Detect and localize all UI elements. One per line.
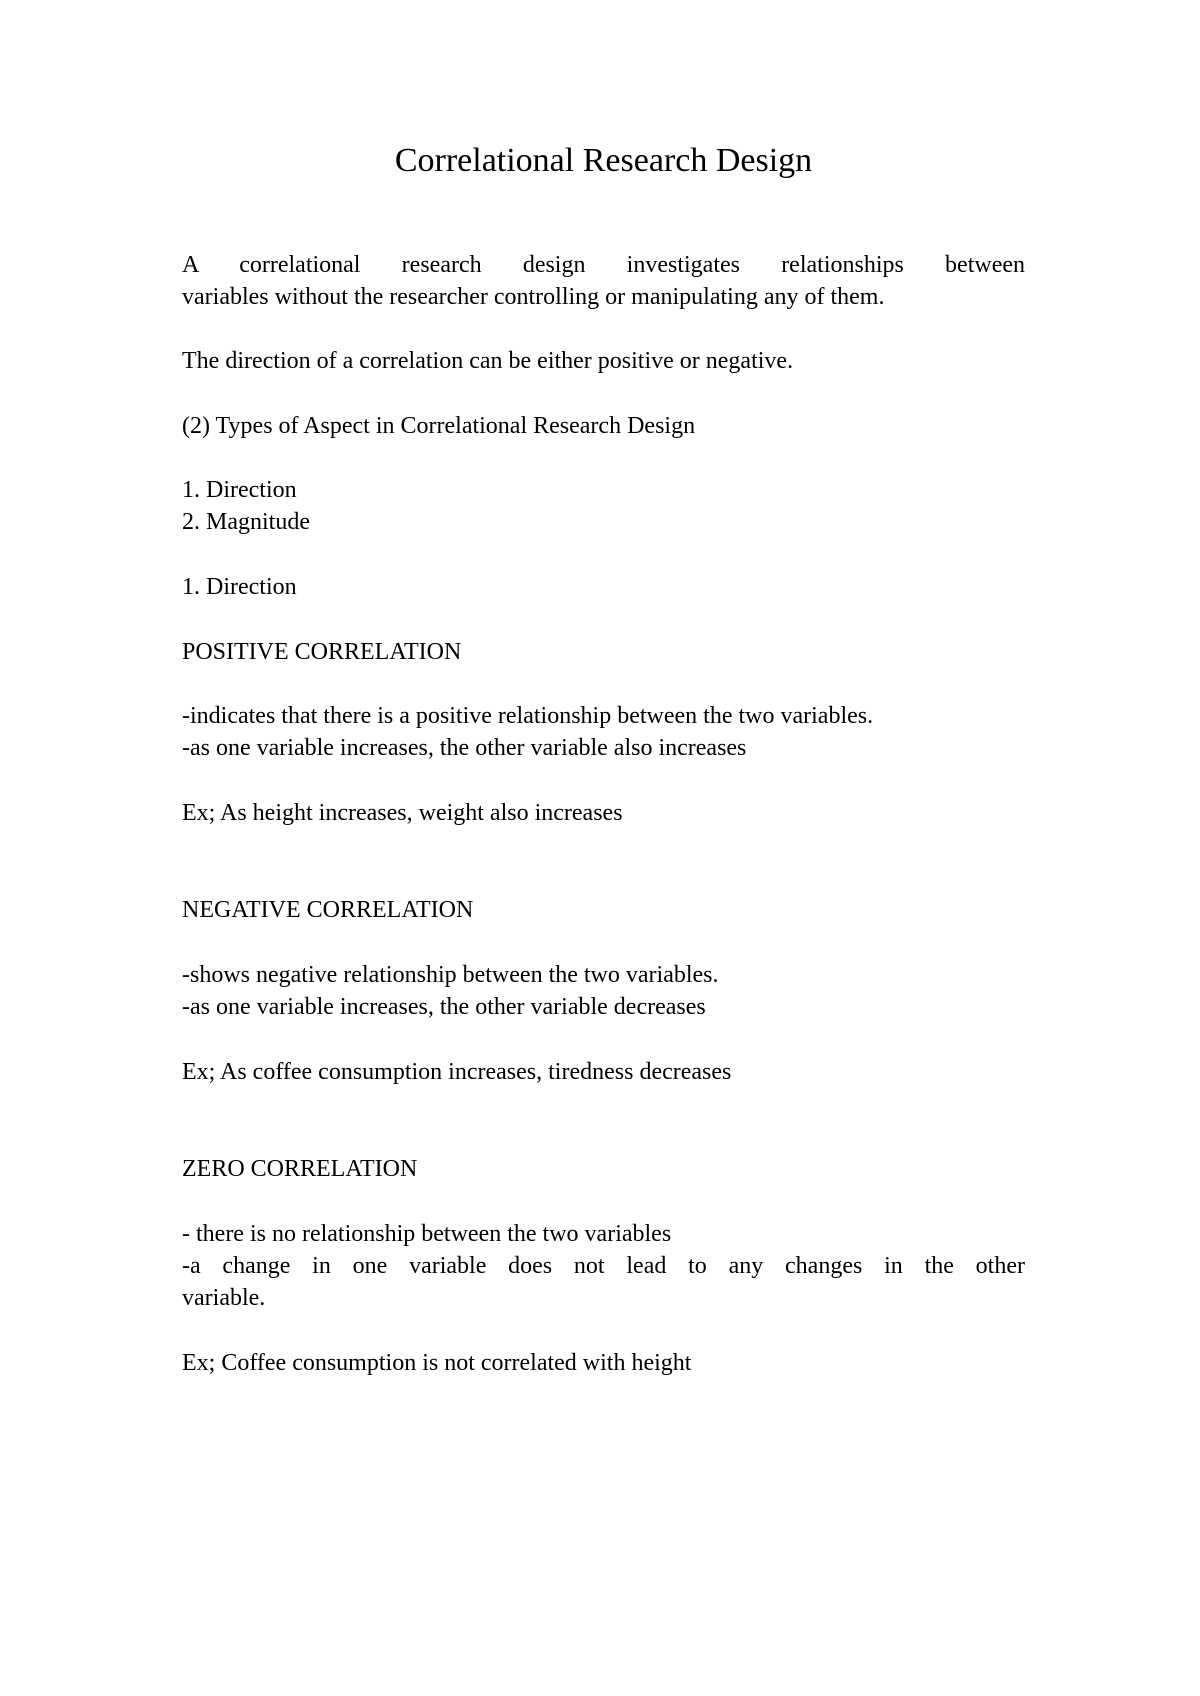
types-list-item-1: 1. Direction <box>182 477 297 503</box>
types-heading: (2) Types of Aspect in Correlational Research Design <box>182 413 696 439</box>
types-list-item-2: 2. Magnitude <box>182 509 310 535</box>
intro-line-2: variables without the researcher controlling or manipulating any of them. <box>182 284 885 310</box>
negative-example: Ex; As coffee consumption increases, tiredness decreases <box>182 1059 732 1085</box>
negative-correlation-heading: NEGATIVE CORRELATION <box>182 897 474 923</box>
positive-example: Ex; As height increases, weight also increases <box>182 800 623 826</box>
intro-line-1: A correlational research design investigates relationships between <box>182 252 1025 278</box>
positive-point-2: -as one variable increases, the other variable also increases <box>182 735 747 761</box>
positive-point-1: -indicates that there is a positive relationship between the two variables. <box>182 703 874 729</box>
section-heading-direction: 1. Direction <box>182 574 297 600</box>
zero-example: Ex; Coffee consumption is not correlated with height <box>182 1350 692 1376</box>
zero-point-1: - there is no relationship between the two variables <box>182 1221 672 1247</box>
negative-point-1: -shows negative relationship between the two variables. <box>182 962 719 988</box>
zero-point-2-line-1: -a change in one variable does not lead to any changes in the other <box>182 1253 1025 1279</box>
direction-note: The direction of a correlation can be either positive or negative. <box>182 348 794 374</box>
positive-correlation-heading: POSITIVE CORRELATION <box>182 639 462 665</box>
zero-point-2-line-2: variable. <box>182 1285 266 1311</box>
zero-correlation-heading: ZERO CORRELATION <box>182 1156 418 1182</box>
document-title: Correlational Research Design <box>394 142 813 179</box>
negative-point-2: -as one variable increases, the other variable decreases <box>182 994 706 1020</box>
